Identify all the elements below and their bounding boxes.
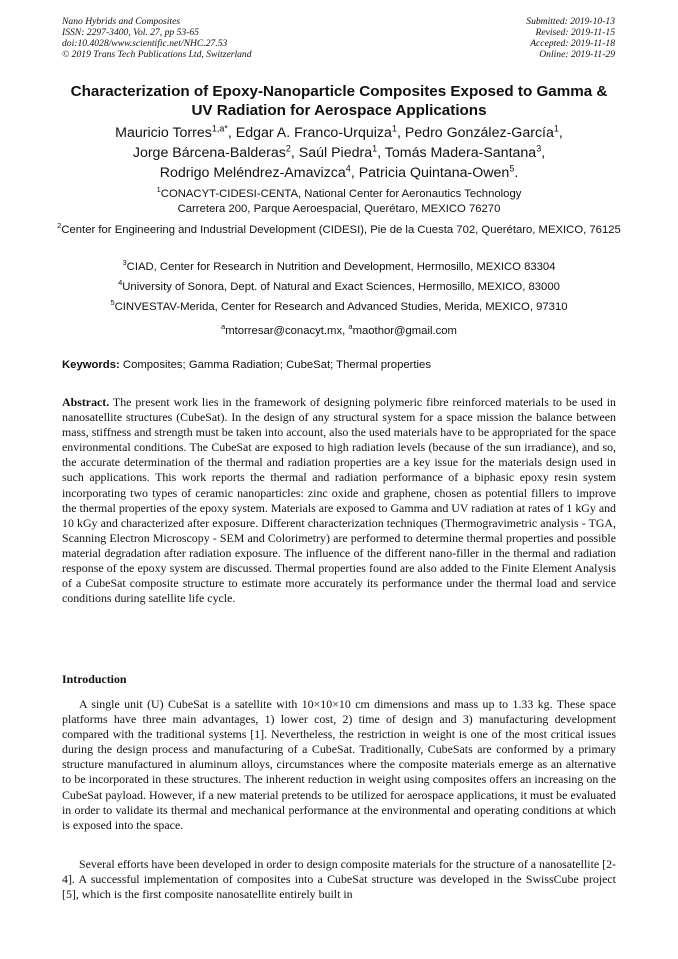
journal-header-left (62, 16, 252, 60)
abstract-paragraph (62, 395, 616, 606)
email-mark: a (221, 322, 226, 332)
affiliation-number: 5 (110, 298, 115, 308)
affiliation-3 (56, 260, 622, 275)
author-separator: , (377, 145, 385, 161)
affiliation-number: 4 (118, 278, 123, 288)
affiliation-number: 3 (122, 258, 127, 268)
author-separator: , (541, 145, 546, 161)
affiliation-2 (56, 223, 622, 238)
author-affiliation-mark: 1 (553, 123, 559, 134)
body-paragraph: Several efforts have been developed in order to design composite materials for the structure of a nanosatellite [2-4]. A successful implementation of composites into a CubeSat structure was developed in the SwissCube project [5], which is the first composite nanosatellite entirely built in (62, 857, 616, 902)
author-name: Edgar A. Franco-Urquiza (235, 125, 392, 141)
author-list (62, 123, 616, 183)
author-name: Tomás Madera-Santana (384, 145, 537, 161)
author-name: Saúl Piedra (298, 145, 373, 161)
email-link[interactable]: mtorresar@conacyt.mx (225, 325, 343, 337)
online-date: Online: 2019-11-29 (539, 49, 615, 60)
affiliation-number: 2 (57, 221, 62, 231)
author-separator: , (558, 125, 563, 141)
author-affiliation-mark: 1 (372, 143, 378, 154)
author-separator: , (396, 125, 405, 141)
keywords-label: Keywords: (62, 359, 120, 371)
affiliation-text: CIAD, Center for Research in Nutrition and Development, Hermosillo, MEXICO 83304 (126, 261, 556, 273)
email-mark: a (348, 322, 353, 332)
affiliation-text: Center for Engineering and Industrial Development (CIDESI), Pie de la Cuesta 702, Querétaro, MEXICO, 76125 (61, 224, 621, 236)
author-name: Jorge Bárcena-Balderas (132, 145, 286, 161)
keywords-line (62, 358, 616, 373)
affiliation-address: Carretera 200, Parque Aeroespacial, Querétaro, MEXICO 76270 (177, 203, 501, 215)
affiliation-5 (56, 300, 622, 315)
copyright-line: © 2019 Trans Tech Publications Ltd, Switzerland (62, 49, 252, 60)
paper-title: Characterization of Epoxy-Nanoparticle Composites Exposed to Gamma & UV Radiation for Aerospace Applications (70, 83, 608, 119)
author-separator: , (350, 165, 359, 181)
abstract-text: The present work lies in the framework of designing polymeric fibre reinforced materials to be used in nanosatellite structures (CubeSat). In the design of any structural system for a space mission the balance between mass, stiffness and strength must be taken into account, also the used materials have to be appropriated for the space environmental conditions. The CubeSat are exposed to high radiation levels (because of the sun irradiance), and so, the accurate determination of the thermal and radiation properties are a key issue for the materials design used in such applications. This work reports the thermal and radiation performance of a biphasic epoxy resin system incorporating two types of ceramic nanoparticles: zinc oxide and graphene, chosen as potential fillers to improve the thermal properties of the epoxy system. Materials are exposed to Gamma and UV radiation at rates of 1 kGy and 10 kGy and characterized after exposure. Different characterization techniques (Thermogravimetric analysis - TGA, Scanning Electron Microscopy - SEM and Colorimetry) are performed to determine thermal properties and possible material degradation after radiation exposure. The influence of the different nano-filler in the thermal and radiation response of the epoxy system are discussed. Thermal properties found are also added to the Finite Element Analysis of a CubeSat composite structure to estimate more accurately its performance under the thermal load and service conditions during satellite life cycle. (62, 395, 616, 606)
author-name: Patricia Quintana-Owen (358, 165, 510, 181)
author-separator: . (514, 165, 519, 181)
section-heading: Introduction (62, 672, 127, 686)
author-affiliation-mark: 1 (391, 123, 397, 134)
abstract-label: Abstract. (62, 395, 110, 409)
body-paragraph: A single unit (U) CubeSat is a satellite with 10×10×10 cm dimensions and mass up to 1.33 kg. These space platforms have three main advantages, 1) lower cost, 2) time of design and 3) manufacturing development compared with the traditional systems [1]. Nevertheless, the restriction in weight is one of the most critical issues during the design process and manufacturing of a CubeSat. Traditionally, CubeSats are conformed by a primary structure manufactured in aluminum alloys, circumstances where the composite materials emerge as an alternative to be incorporated in these structures. The inherent reduction in weight using composites offers an increasing on the CubeSat payload. However, if a new material pretends to be utilized for aerospace applications, it must be evaluated in order to validate its thermal and mechanical performance at the environmental and operating conditions at which is exposed into the space. (62, 697, 616, 832)
author-name: Mauricio Torres (115, 125, 212, 141)
journal-name: Nano Hybrids and Composites (62, 16, 181, 27)
author-separator: , (227, 125, 236, 141)
author-affiliation-mark: 3 (536, 143, 542, 154)
author-name: Rodrigo Meléndrez-Amavizca (159, 165, 346, 181)
issn-line: ISSN: 2297-3400, Vol. 27, pp 53-65 (62, 27, 199, 38)
affiliation-text: University of Sonora, Dept. of Natural and Exact Sciences, Hermosillo, MEXICO, 83000 (122, 281, 560, 293)
email-link[interactable]: maothor@gmail.com (352, 325, 457, 337)
affiliation-number: 1 (156, 185, 161, 195)
affiliation-1 (56, 187, 622, 217)
affiliation-text: CINVESTAV-Merida, Center for Research and Advanced Studies, Merida, MEXICO, 97310 (114, 301, 568, 313)
author-affiliation-mark: 4 (345, 163, 351, 174)
author-name: Pedro González-García (404, 125, 554, 141)
email-separator: , (342, 325, 349, 337)
doi-link[interactable]: doi:10.4028/www.scientific.net/NHC.27.53 (62, 38, 228, 49)
affiliation-text: CONACYT-CIDESI-CENTA, National Center for Aeronautics Technology (160, 188, 522, 200)
author-affiliation-mark: 5 (509, 163, 515, 174)
journal-header-right (526, 16, 615, 60)
revised-date: Revised: 2019-11-15 (535, 27, 615, 38)
keywords-text: Composites; Gamma Radiation; CubeSat; Thermal properties (119, 359, 431, 371)
author-separator: , (290, 145, 299, 161)
contact-emails (62, 324, 616, 339)
author-affiliation-mark: 2 (285, 143, 291, 154)
submitted-date: Submitted: 2019-10-13 (526, 16, 615, 27)
accepted-date: Accepted: 2019-11-18 (530, 38, 615, 49)
author-affiliation-mark: 1,a* (211, 123, 228, 134)
affiliation-4 (56, 280, 622, 295)
